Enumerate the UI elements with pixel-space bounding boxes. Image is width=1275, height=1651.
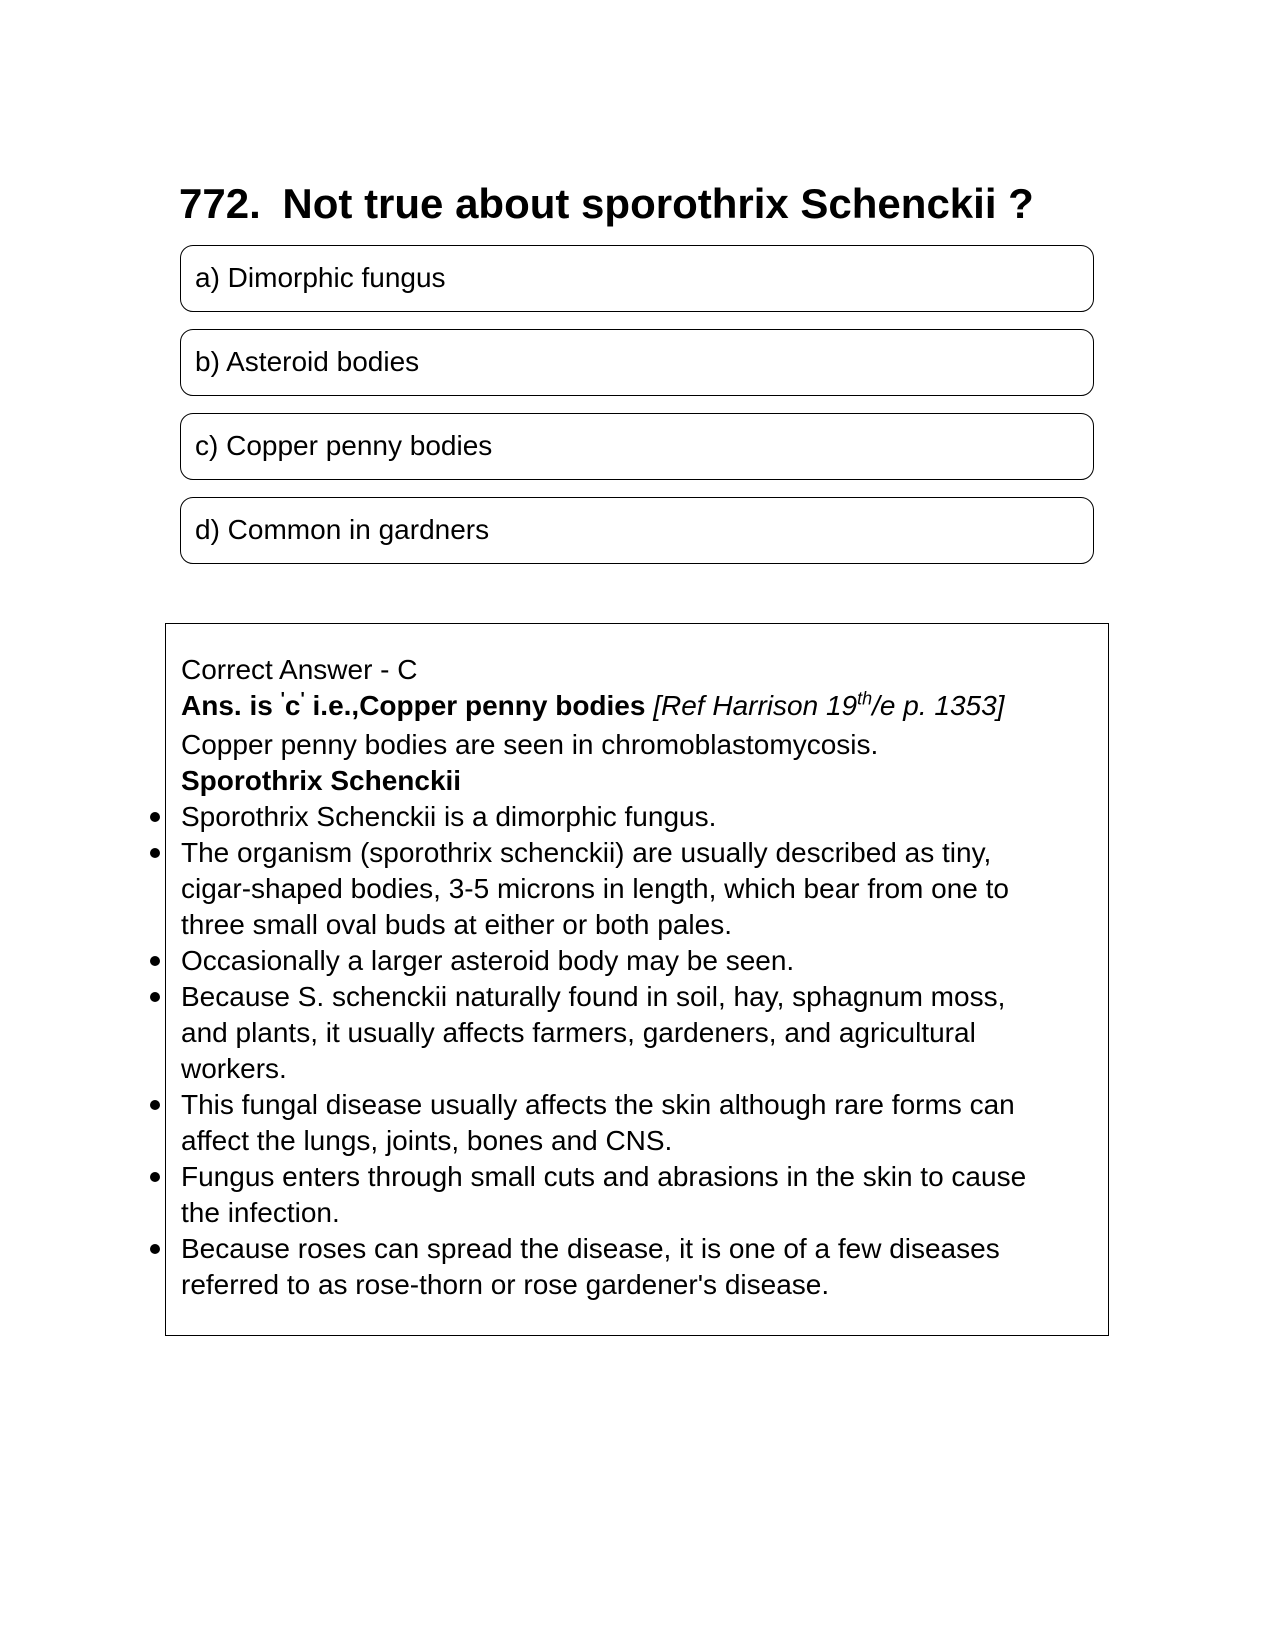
answer-content	[181, 652, 1091, 1303]
bullet-line: and plants, it usually affects farmers, gardeners, and agricultural	[181, 1017, 976, 1048]
tick-open: '	[280, 689, 285, 709]
option-label: b) Asteroid bodies	[195, 346, 420, 377]
bullet-line: Fungus enters through small cuts and abrasions in the skin to cause	[181, 1161, 1027, 1192]
bullet-line: Occasionally a larger asteroid body may be seen.	[181, 945, 795, 976]
list-item	[181, 1087, 1091, 1159]
bullet-line: This fungal disease usually affects the skin although rare forms can	[181, 1089, 1015, 1120]
bullet-line: referred to as rose-thorn or rose gardener's disease.	[181, 1269, 830, 1300]
bullet-line: workers.	[181, 1053, 287, 1084]
option-b[interactable]	[180, 329, 1094, 396]
option-label: a) Dimorphic fungus	[195, 262, 446, 293]
bullet-line: cigar-shaped bodies, 3-5 microns in length, which bear from one to	[181, 873, 1009, 904]
reference-text: [Ref Harrison 19	[645, 690, 858, 721]
bullet-list	[181, 799, 1091, 1303]
answer-letter: c	[284, 690, 301, 721]
correct-answer-line: Correct Answer - C	[181, 654, 418, 685]
bullet-icon	[150, 848, 160, 858]
list-item	[181, 1159, 1091, 1231]
option-label: c) Copper penny bodies	[195, 430, 493, 461]
bullet-line: three small oval buds at either or both pales.	[181, 909, 732, 940]
bullet-line: the infection.	[181, 1197, 340, 1228]
bullet-line: The organism (sporothrix schenckii) are usually described as tiny,	[181, 837, 992, 868]
reference-superscript: th	[857, 688, 873, 709]
bullet-icon	[150, 992, 160, 1002]
bullet-line: Because roses can spread the disease, it is one of a few diseases	[181, 1233, 1000, 1264]
bullet-icon	[150, 812, 160, 822]
answer-statement	[181, 688, 1091, 727]
list-item	[181, 1231, 1091, 1303]
answer-mid: i.e.,Copper penny bodies	[304, 690, 646, 721]
option-a[interactable]	[180, 245, 1094, 312]
option-d[interactable]	[180, 497, 1094, 564]
question-heading	[179, 176, 1079, 232]
tick-close: '	[300, 689, 305, 709]
question-number: 772.	[179, 180, 261, 227]
option-label: d) Common in gardners	[195, 514, 490, 545]
answer-prefix: Ans. is	[181, 690, 281, 721]
option-c[interactable]	[180, 413, 1094, 480]
bullet-icon	[150, 956, 160, 966]
bullet-line: Because S. schenckii naturally found in soil, hay, sphagnum moss,	[181, 981, 1006, 1012]
list-item	[181, 943, 1091, 979]
bullet-icon	[150, 1100, 160, 1110]
list-item	[181, 799, 1091, 835]
reference-tail: /e p. 1353]	[872, 690, 1005, 721]
bullet-icon	[150, 1172, 160, 1182]
section-heading: Sporothrix Schenckii	[181, 765, 462, 796]
explanation-line: Copper penny bodies are seen in chromoblastomycosis.	[181, 729, 879, 760]
question-text: Not true about sporothrix Schenckii ?	[282, 180, 1034, 227]
bullet-line: Sporothrix Schenckii is a dimorphic fungus.	[181, 801, 717, 832]
bullet-line: affect the lungs, joints, bones and CNS.	[181, 1125, 673, 1156]
list-item	[181, 835, 1091, 943]
bullet-icon	[150, 1244, 160, 1254]
list-item	[181, 979, 1091, 1087]
